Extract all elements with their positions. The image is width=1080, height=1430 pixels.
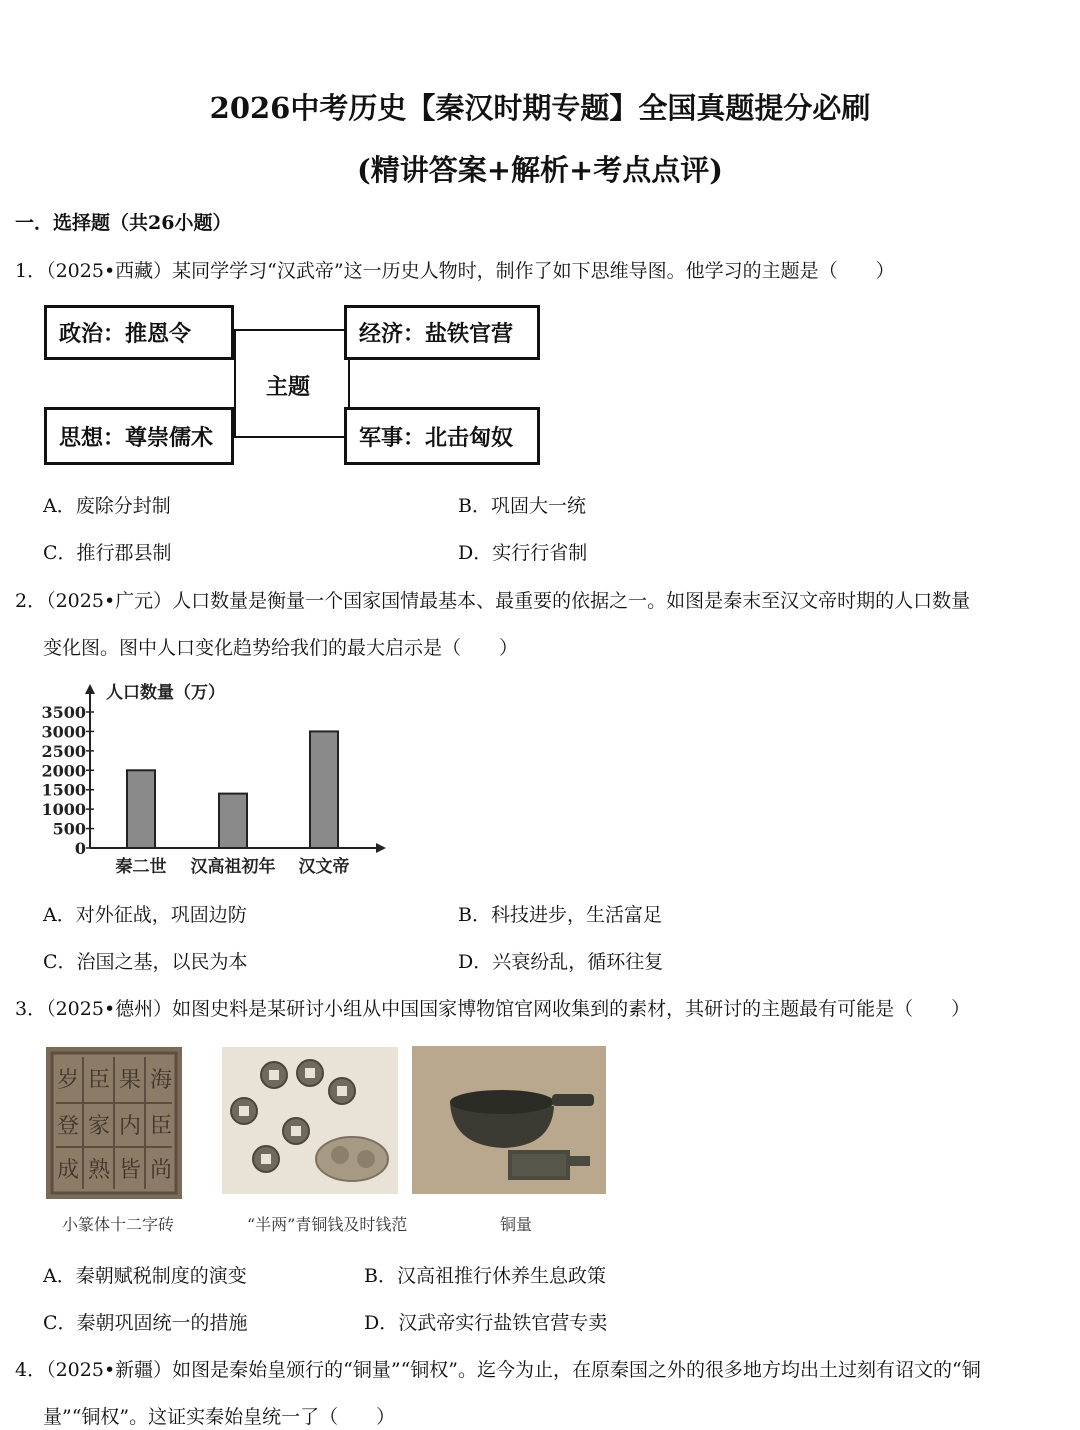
mindmap-center: 主题	[266, 374, 311, 400]
brick-char: 登	[57, 1114, 80, 1139]
q1-option-d[interactable]: D．实行行省制	[458, 542, 588, 564]
q1-option-c[interactable]: C．推行郡县制	[43, 542, 172, 564]
y-tick-label: 2000	[41, 761, 86, 781]
q3-option-d[interactable]: D．汉武帝实行盐铁官营专卖	[364, 1312, 608, 1334]
brick-char: 海	[150, 1068, 173, 1093]
y-tick-label: 1000	[41, 800, 86, 820]
brick-inscription	[46, 1047, 182, 1199]
population-chart	[40, 676, 390, 888]
section-heading: 一．选择题（共26小题）	[15, 212, 232, 234]
x-axis-arrow	[376, 843, 386, 853]
mindmap-box-economy: 经济：盐铁官营	[344, 305, 540, 360]
question-4-stem-line1: 4．（2025•新疆）如图是秦始皇颁行的“铜量”“铜权”。迄今为止，在原秦国之外的很多地方均出土过刻有诏文的“铜	[15, 1359, 981, 1381]
brick-photo	[46, 1047, 182, 1199]
q2-option-b[interactable]: B．科技进步，生活富足	[458, 904, 662, 926]
q2-option-c[interactable]: C．治国之基，以民为本	[43, 951, 248, 973]
brick-char: 臣	[88, 1068, 111, 1093]
brick-char: 岁	[57, 1068, 80, 1093]
bar	[310, 731, 338, 848]
q2-option-a[interactable]: A．对外征战，巩固边防	[43, 904, 247, 926]
x-tick-label: 汉文帝	[298, 857, 350, 877]
brick-char: 尚	[150, 1158, 173, 1183]
question-2-stem-line2: 变化图。图中人口变化趋势给我们的最大启示是（ ）	[43, 637, 519, 659]
y-axis-label: 人口数量（万）	[106, 683, 225, 703]
q3-option-b[interactable]: B．汉高祖推行休养生息政策	[364, 1265, 606, 1287]
y-tick-label: 3500	[41, 703, 86, 722]
q3-option-a[interactable]: A．秦朝赋税制度的演变	[43, 1265, 247, 1287]
y-tick-label: 3000	[41, 722, 86, 742]
y-tick-label: 500	[52, 819, 86, 839]
bar	[127, 770, 155, 848]
bronze-measure-photo	[412, 1046, 606, 1194]
y-tick-label: 0	[74, 839, 86, 858]
bar	[219, 794, 247, 848]
caption-measure: 铜量	[500, 1215, 533, 1234]
question-3-stem: 3．（2025•德州）如图史料是某研讨小组从中国国家博物馆官网收集到的素材，其研讨的主题最有可能是（ ）	[15, 998, 971, 1020]
question-2-stem-line1: 2．（2025•广元）人口数量是衡量一个国家国情最基本、最重要的依据之一。如图是秦末至汉文帝时期的人口数量	[15, 590, 971, 612]
y-axis-arrow	[85, 684, 95, 694]
x-tick-label: 秦二世	[115, 857, 167, 877]
page-title: 2026中考历史【秦汉时期专题】全国真题提分必刷	[209, 91, 871, 125]
question-1-stem: 1．（2025•西藏）某同学学习“汉武帝”这一历史人物时，制作了如下思维导图。他学习的主题是（ ）	[15, 260, 895, 282]
brick-char: 成	[57, 1158, 80, 1183]
q1-option-a[interactable]: A．废除分封制	[43, 495, 171, 517]
mindmap-box-thought: 思想：尊崇儒术	[44, 407, 234, 465]
q1-option-b[interactable]: B．巩固大一统	[458, 495, 586, 517]
brick-char: 皆	[119, 1158, 142, 1183]
brick-char: 臣	[150, 1114, 173, 1139]
page-subtitle: (精讲答案+解析+考点点评)	[356, 153, 724, 187]
q3-option-c[interactable]: C．秦朝巩固统一的措施	[43, 1312, 248, 1334]
y-tick-label: 2500	[41, 741, 86, 761]
brick-char: 家	[88, 1114, 111, 1139]
y-tick-label: 1500	[41, 780, 86, 800]
caption-brick: 小篆体十二字砖	[62, 1215, 175, 1234]
q2-option-d[interactable]: D．兴衰纷乱，循环往复	[458, 951, 664, 973]
coins-photo	[222, 1047, 398, 1194]
brick-char: 熟	[88, 1158, 111, 1183]
caption-coins: “半两”青铜钱及时钱范	[247, 1215, 408, 1234]
brick-char: 果	[119, 1068, 142, 1093]
brick-char: 内	[119, 1114, 142, 1139]
mindmap-box-politics: 政治：推恩令	[44, 305, 234, 360]
x-tick-label: 汉高祖初年	[190, 857, 276, 877]
mindmap-box-military: 军事：北击匈奴	[344, 407, 540, 465]
mindmap	[44, 305, 544, 467]
question-4-stem-line2: 量”“铜权”。这证实秦始皇统一了（ ）	[43, 1406, 396, 1428]
